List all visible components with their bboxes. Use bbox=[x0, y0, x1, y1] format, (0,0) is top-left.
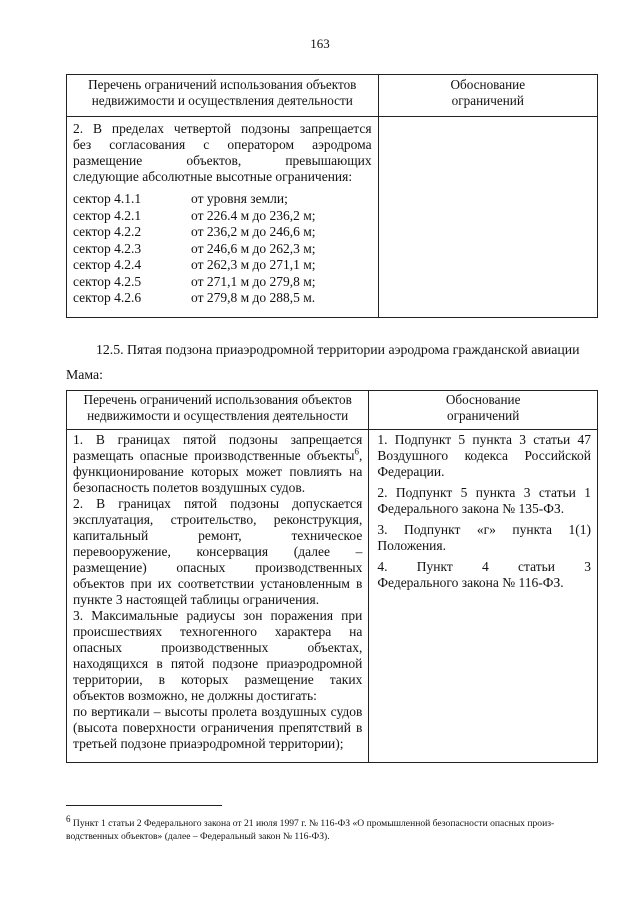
header-line: ограничений bbox=[447, 408, 520, 423]
text-line: размещение объектов, превышающих bbox=[73, 153, 372, 168]
text-line: пункте 3 настоящей таблицы ограничения. bbox=[73, 592, 320, 607]
restriction-cell bbox=[67, 430, 369, 763]
sector-limit: от 271,1 м до 279,8 м; bbox=[191, 273, 316, 289]
ref-line: Федерации. bbox=[377, 464, 445, 479]
text-line: 1. В границах пятой подзоны запрещается bbox=[73, 432, 363, 447]
table-header-row bbox=[67, 391, 598, 430]
sector-limit: от 262,3 м до 271,1 м; bbox=[191, 257, 316, 272]
table-row bbox=[67, 430, 598, 763]
sector-limit: от 246,6 м до 262,3 м; bbox=[191, 240, 316, 256]
restriction-cell bbox=[67, 117, 379, 318]
ref-line: Федерального закона № 135-ФЗ. bbox=[377, 501, 565, 516]
text-line: перевооружение, консервация (далее – bbox=[73, 544, 363, 559]
text-line: опасных производственных объектах, bbox=[73, 640, 363, 655]
text-line: происшествиях техногенного характера на bbox=[73, 624, 363, 639]
footnote-mark: 6 bbox=[354, 446, 359, 457]
footnote-text: Пункт 1 статьи 2 Федерального закона от 21 июля 1997 г. № 116-ФЗ «О промышленной безопасности опасных произ- bbox=[70, 818, 555, 829]
header-justification bbox=[378, 75, 597, 117]
sector-list bbox=[73, 191, 372, 307]
text-line: находящихся в пятой подзоне приаэродромной bbox=[73, 656, 363, 671]
justification-cell bbox=[378, 117, 597, 318]
header-line: Обоснование bbox=[450, 77, 526, 92]
text-line: без согласования с оператором аэродрома bbox=[73, 137, 372, 152]
text-line: капитальный ремонт, техническое bbox=[73, 528, 363, 543]
restrictions-table-zone5 bbox=[66, 390, 598, 763]
header-line: недвижимости и осуществления деятельности bbox=[87, 408, 349, 423]
justification-ref-1 bbox=[377, 432, 591, 480]
restrictions-table-zone4 bbox=[66, 74, 598, 318]
text-line: 2. В пределах четвертой подзоны запрещается bbox=[73, 121, 372, 136]
sector-name: сектор 4.2.3 bbox=[73, 240, 142, 256]
ref-line: 1. Подпункт 5 пункта 3 статьи 47 bbox=[377, 432, 591, 447]
footnote bbox=[66, 813, 598, 843]
header-restrictions-list bbox=[67, 75, 379, 117]
table-row bbox=[67, 117, 598, 318]
ref-line: 2. Подпункт 5 пункта 3 статьи 1 bbox=[377, 485, 591, 500]
sector-name: сектор 4.2.6 bbox=[73, 290, 142, 305]
header-justification bbox=[369, 391, 598, 430]
text-line: объектов возможно, не должны достигать: bbox=[73, 688, 317, 703]
sector-name: сектор 4.2.4 bbox=[73, 257, 142, 272]
justification-ref-4 bbox=[377, 559, 591, 591]
sector-limit: от 226.4 м до 236,2 м; bbox=[191, 207, 316, 223]
text-line: следующие абсолютные высотные ограничения: bbox=[73, 169, 353, 184]
text-line: размещать опасные производственные объекты$^6$, bbox=[73, 446, 363, 463]
justification-ref-3 bbox=[377, 522, 591, 554]
ref-line: Положения. bbox=[377, 538, 446, 553]
text-line: по вертикали – высоты пролета воздушных судов bbox=[73, 704, 363, 719]
sector-name: сектор 4.1.1 bbox=[73, 191, 142, 206]
header-line: Перечень ограничений использования объектов bbox=[88, 77, 357, 92]
page-number: 163 bbox=[310, 36, 330, 51]
header-restrictions-list bbox=[67, 391, 369, 430]
footnote-text: водственных объектов» (далее – Федеральный закон № 116-ФЗ). bbox=[66, 831, 330, 842]
justification-cell bbox=[369, 430, 598, 763]
ref-line: Федерального закона № 116-ФЗ. bbox=[377, 575, 564, 590]
text-line: объектов при их соответствии установленным в bbox=[73, 576, 363, 591]
text-line: безопасность полетов воздушных судов. bbox=[73, 480, 306, 495]
text-line: размещение) опасных производственных bbox=[73, 560, 363, 575]
section-heading-cont: Мама: bbox=[66, 367, 103, 382]
text-line: эксплуатация, строительство, реконструкция, bbox=[73, 512, 363, 527]
ref-line: 4. Пункт 4 статьи 3 bbox=[377, 559, 591, 574]
text-line: (высота поверхности ограничения препятствий в bbox=[73, 720, 363, 735]
text-line: территории, в которых размещение таких bbox=[73, 672, 363, 687]
table-header-row bbox=[67, 75, 598, 117]
header-line: Обоснование bbox=[445, 392, 521, 407]
footnote-separator bbox=[66, 805, 222, 806]
ref-line: 3. Подпункт «г» пункта 1(1) bbox=[377, 522, 591, 537]
justification-ref-2 bbox=[377, 485, 591, 517]
sector-limit: от уровня земли; bbox=[191, 191, 288, 206]
text-line: третьей подзоне приаэродромной территории); bbox=[73, 736, 344, 751]
sector-limit: от 279,8 м до 288,5 м. bbox=[191, 290, 316, 305]
ref-line: Воздушного кодекса Российской bbox=[377, 448, 591, 463]
sector-name: сектор 4.2.1 bbox=[73, 207, 142, 223]
sector-name: сектор 4.2.5 bbox=[73, 273, 142, 289]
header-line: ограничений bbox=[451, 93, 524, 108]
text-line: 3. Максимальные радиусы зон поражения при bbox=[73, 608, 363, 623]
footnote-mark: 6 bbox=[66, 813, 71, 824]
sector-limit: от 236,2 м до 246,6 м; bbox=[191, 224, 316, 239]
header-line: Перечень ограничений использования объектов bbox=[83, 392, 352, 407]
section-heading: 12.5. Пятая подзона приаэродромной территории аэродрома гражданской авиации bbox=[96, 342, 580, 357]
header-line: недвижимости и осуществления деятельности bbox=[91, 93, 353, 108]
text-line: 2. В границах пятой подзоны допускается bbox=[73, 496, 363, 511]
sector-name: сектор 4.2.2 bbox=[73, 224, 142, 239]
text-line: функционирование которых может повлиять на bbox=[73, 464, 363, 479]
